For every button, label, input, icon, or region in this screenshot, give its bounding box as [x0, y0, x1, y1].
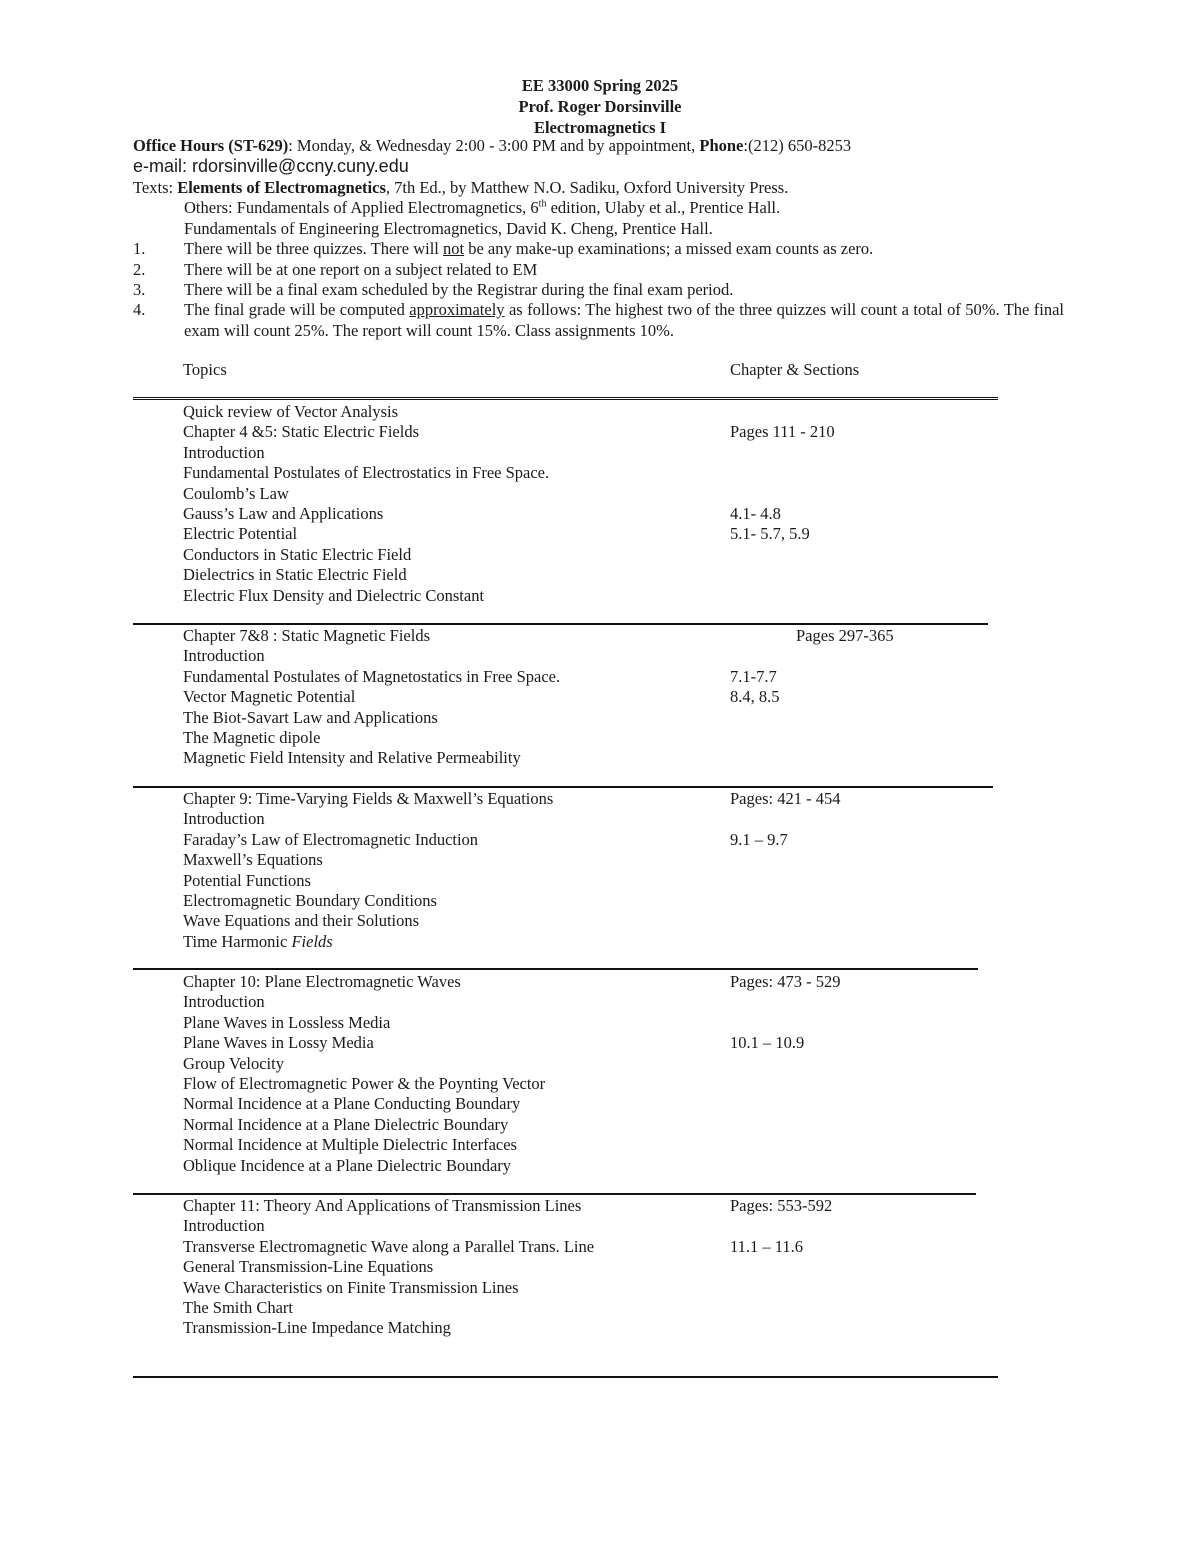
topic-cell: Potential Functions: [183, 870, 311, 890]
section-cell: Pages 297-365: [796, 626, 894, 645]
rule-text: There will be three quizzes. There will not be any make-up examinations; a missed exam counts as zero.: [184, 239, 874, 258]
topic-cell: Wave Equations and their Solutions: [183, 911, 420, 931]
section-cell: 11.1 – 11.6: [730, 1236, 804, 1256]
office-hours-text: : Monday, & Wednesday 2:00 - 3:00 PM and by appointment,: [288, 136, 700, 155]
table-row: [0, 504, 1200, 524]
topic-cell: Introduction: [183, 1216, 265, 1236]
topic-cell: Group Velocity: [183, 1053, 284, 1073]
table-row: [0, 586, 1200, 606]
topic-cell: Vector Magnetic Potential: [183, 687, 356, 707]
rule-text: There will be at one report on a subject related to EM: [184, 260, 538, 279]
table-row: [0, 1216, 1200, 1236]
topic-cell: The Smith Chart: [183, 1298, 293, 1317]
third-text-line: Fundamentals of Engineering Electromagnetics, David K. Cheng, Prentice Hall.: [184, 219, 713, 238]
table-row: [0, 1156, 1200, 1176]
topic-cell: Chapter 7&8 : Static Magnetic Fields: [183, 626, 431, 645]
divider: [133, 786, 993, 788]
office-hours-line: [133, 136, 851, 156]
sections-column-header: Chapter & Sections: [730, 360, 860, 379]
table-row: [0, 524, 1200, 544]
rule-text: The final grade will be computed approximately as follows: The highest two of the three quizzes will count a total of 50%. The final exam will count 25%. The report will count 15%. Class assignments 10%.: [184, 300, 1064, 340]
main-text-title: Elements of Electromagnetics: [177, 178, 386, 197]
section-cell: Pages: 473 - 529: [730, 972, 841, 991]
topic-cell: Chapter 11: Theory And Applications of Transmission Lines: [183, 1196, 582, 1215]
table-row: [0, 789, 1200, 809]
topic-cell: Conductors in Static Electric Field: [183, 544, 412, 564]
topic-cell: Chapter 4 &5: Static Electric Fields: [183, 422, 419, 442]
table-row: [0, 748, 1200, 768]
topic-cell: Normal Incidence at Multiple Dielectric Interfaces: [183, 1135, 517, 1155]
table-row: [0, 708, 1200, 728]
topic-cell: Introduction: [183, 992, 265, 1012]
table-row: [0, 443, 1200, 463]
course-code: EE 33000 Spring 2025: [521, 76, 679, 95]
bottom-divider: [133, 1376, 998, 1378]
topic-cell: Electromagnetic Boundary Conditions: [183, 891, 437, 910]
table-row: [0, 891, 1200, 911]
topic-cell: Oblique Incidence at a Plane Dielectric Boundary: [183, 1155, 512, 1175]
table-row: [0, 545, 1200, 565]
rule-number: 3.: [133, 280, 146, 299]
topic-cell: Transverse Electromagnetic Wave along a Parallel Trans. Line: [183, 1236, 595, 1256]
table-row: [0, 728, 1200, 748]
topic-cell: Transmission-Line Impedance Matching: [183, 1318, 451, 1338]
topic-cell: Magnetic Field Intensity and Relative Permeability: [183, 748, 521, 768]
topic-cell: Wave Characteristics on Finite Transmission Lines: [183, 1277, 519, 1297]
other-texts-line: Others: Fundamentals of Applied Electromagnetics, 6th edition, Ulaby et al., Prentice Hall.: [184, 198, 781, 217]
section-cell: Pages 111 - 210: [730, 422, 835, 442]
texts-line: [133, 178, 788, 198]
rule-number: 4.: [133, 300, 146, 319]
topic-cell: Plane Waves in Lossy Media: [183, 1033, 374, 1053]
topic-cell: Introduction: [183, 442, 265, 462]
phone-label: Phone: [699, 136, 744, 155]
rule-text: There will be a final exam scheduled by the Registrar during the final exam period.: [184, 280, 734, 299]
table-row: [0, 1013, 1200, 1033]
section-cell: 10.1 – 10.9: [730, 1033, 805, 1053]
rule-number: 1.: [133, 239, 146, 258]
section-cell: Pages: 553-592: [730, 1196, 833, 1215]
table-row: [0, 1278, 1200, 1298]
topic-cell: Dielectrics in Static Electric Field: [183, 565, 407, 585]
topic-cell: Normal Incidence at a Plane Conducting Boundary: [183, 1094, 521, 1114]
main-text-details: , 7th Ed., by Matthew N.O. Sadiku, Oxford University Press.: [385, 178, 789, 197]
section-cell: 9.1 – 9.7: [730, 829, 788, 849]
table-row: [0, 402, 1200, 422]
table-row: [0, 932, 1200, 952]
course-title: Electromagnetics I: [533, 118, 667, 137]
table-row: [0, 1298, 1200, 1318]
section-cell: 4.1- 4.8: [730, 504, 781, 523]
table-row: [0, 1115, 1200, 1135]
topic-cell: Flow of Electromagnetic Power & the Poynting Vector: [183, 1074, 546, 1093]
table-row: [0, 850, 1200, 870]
email-label: e-mail:: [133, 156, 188, 176]
table-row: [0, 1094, 1200, 1114]
divider: [133, 968, 978, 970]
table-row: [0, 1257, 1200, 1277]
professor-name: Prof. Roger Dorsinville: [518, 97, 682, 116]
divider: [133, 1193, 976, 1195]
office-hours-label: Office Hours (ST-629): [133, 136, 289, 155]
topic-cell: Electric Flux Density and Dielectric Constant: [183, 585, 485, 605]
section-cell: Pages: 421 - 454: [730, 789, 841, 808]
topics-column-header: Topics: [183, 360, 227, 379]
table-row: [0, 972, 1200, 992]
table-row: [0, 565, 1200, 585]
divider: [133, 623, 988, 625]
section-cell: 7.1-7.7: [730, 666, 777, 686]
table-row: [0, 626, 1200, 646]
topic-cell: Coulomb’s Law: [183, 483, 289, 503]
email-line: [133, 156, 409, 176]
topic-cell: Gauss’s Law and Applications: [183, 504, 384, 523]
table-row: [0, 1054, 1200, 1074]
topic-cell: The Biot-Savart Law and Applications: [183, 707, 438, 727]
topic-cell: Plane Waves in Lossless Media: [183, 1012, 391, 1032]
table-row: [0, 687, 1200, 707]
topic-cell: Introduction: [183, 646, 265, 666]
table-row: [0, 422, 1200, 442]
table-row: [0, 1237, 1200, 1257]
section-cell: 8.4, 8.5: [730, 687, 780, 707]
topic-cell: Chapter 9: Time-Varying Fields & Maxwell’s Equations: [183, 789, 554, 808]
table-row: [0, 992, 1200, 1012]
rule-number: 2.: [133, 260, 146, 279]
topic-cell: Fundamental Postulates of Electrostatics in Free Space.: [183, 463, 550, 483]
topic-cell: Electric Potential: [183, 524, 298, 544]
topic-cell: Normal Incidence at a Plane Dielectric Boundary: [183, 1114, 509, 1134]
topic-cell: General Transmission-Line Equations: [183, 1257, 434, 1277]
topic-cell: The Magnetic dipole: [183, 728, 321, 747]
topic-cell: Chapter 10: Plane Electromagnetic Waves: [183, 972, 461, 991]
table-row: [0, 1318, 1200, 1338]
texts-label: Texts:: [133, 178, 178, 197]
table-row: [0, 809, 1200, 829]
section-cell: 5.1- 5.7, 5.9: [730, 524, 810, 544]
topic-cell: Time Harmonic Fields: [183, 931, 333, 951]
table-row: [0, 1135, 1200, 1155]
phone-value: :(212) 650-8253: [743, 136, 852, 155]
email-value[interactable]: rdorsinville@ccny.cuny.edu: [187, 156, 409, 176]
topic-cell: Faraday’s Law of Electromagnetic Induction: [183, 829, 479, 849]
table-row: [0, 830, 1200, 850]
topic-cell: Maxwell’s Equations: [183, 850, 323, 870]
table-row: [0, 911, 1200, 931]
topic-cell: Fundamental Postulates of Magnetostatics in Free Space.: [183, 666, 561, 686]
topic-cell: Quick review of Vector Analysis: [183, 402, 399, 421]
table-row: [0, 667, 1200, 687]
table-row: [0, 646, 1200, 666]
table-row: [0, 1033, 1200, 1053]
table-row: [0, 871, 1200, 891]
table-row: [0, 463, 1200, 483]
table-row: [0, 1074, 1200, 1094]
table-row: [0, 1196, 1200, 1216]
topic-cell: Introduction: [183, 809, 265, 829]
table-header: [0, 360, 1200, 380]
table-row: [0, 484, 1200, 504]
